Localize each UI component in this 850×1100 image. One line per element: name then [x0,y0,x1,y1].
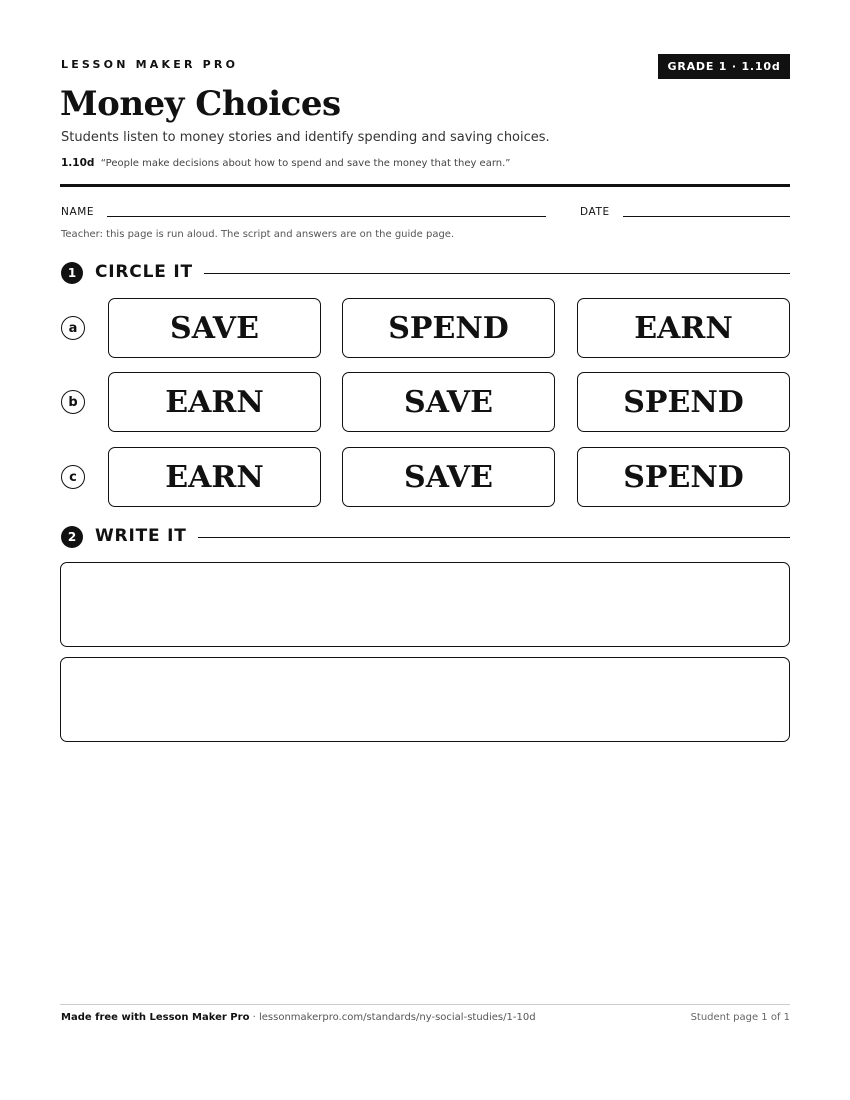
choice-c-1[interactable]: EARN [108,447,321,507]
choice-c-2[interactable]: SAVE [342,447,555,507]
choice-a-1[interactable]: SAVE [108,298,321,358]
row-letter-c: c [61,465,85,489]
write-box-2[interactable] [60,657,790,742]
choice-b-3[interactable]: SPEND [577,372,790,432]
page-title: Money Choices [60,84,341,124]
name-label: NAME [61,206,95,218]
header-divider [60,184,790,187]
grade-badge: GRADE 1 · 1.10d [658,54,790,79]
footer-divider [60,1004,790,1005]
choice-a-2[interactable]: SPEND [342,298,555,358]
section-1-number: 1 [61,262,83,284]
teacher-note: Teacher: this page is run aloud. The script and answers are on the guide page. [61,229,455,240]
date-label: DATE [580,206,610,218]
choice-c-3[interactable]: SPEND [577,447,790,507]
footer-page-info: Student page 1 of 1 [690,1012,790,1023]
row-letter-b: b [61,390,85,414]
page-subtitle: Students listen to money stories and identify spending and saving choices. [61,130,550,145]
section-1-title: CIRCLE IT [95,262,193,282]
footer-url[interactable]: lessonmakerpro.com/standards/ny-social-studies/1-10d [258,1012,536,1023]
choice-b-2[interactable]: SAVE [342,372,555,432]
section-1-rule [204,273,790,274]
section-2-rule [198,537,790,538]
brand-name: LESSON MAKER PRO [61,58,239,71]
choice-a-3[interactable]: EARN [577,298,790,358]
write-box-1[interactable] [60,562,790,647]
section-2-title: WRITE IT [95,526,187,546]
choice-b-1[interactable]: EARN [108,372,321,432]
standard-text: “People make decisions about how to spend and save the money that they earn.” [100,158,511,169]
row-letter-a: a [61,316,85,340]
footer-credit [61,1012,536,1023]
footer-made-with: Made free with Lesson Maker Pro [61,1012,250,1023]
standard-line [61,157,510,169]
footer-separator: · [249,1012,259,1023]
date-field[interactable] [623,216,790,217]
standard-code: 1.10d [61,157,95,169]
name-field[interactable] [107,216,546,217]
section-2-number: 2 [61,526,83,548]
